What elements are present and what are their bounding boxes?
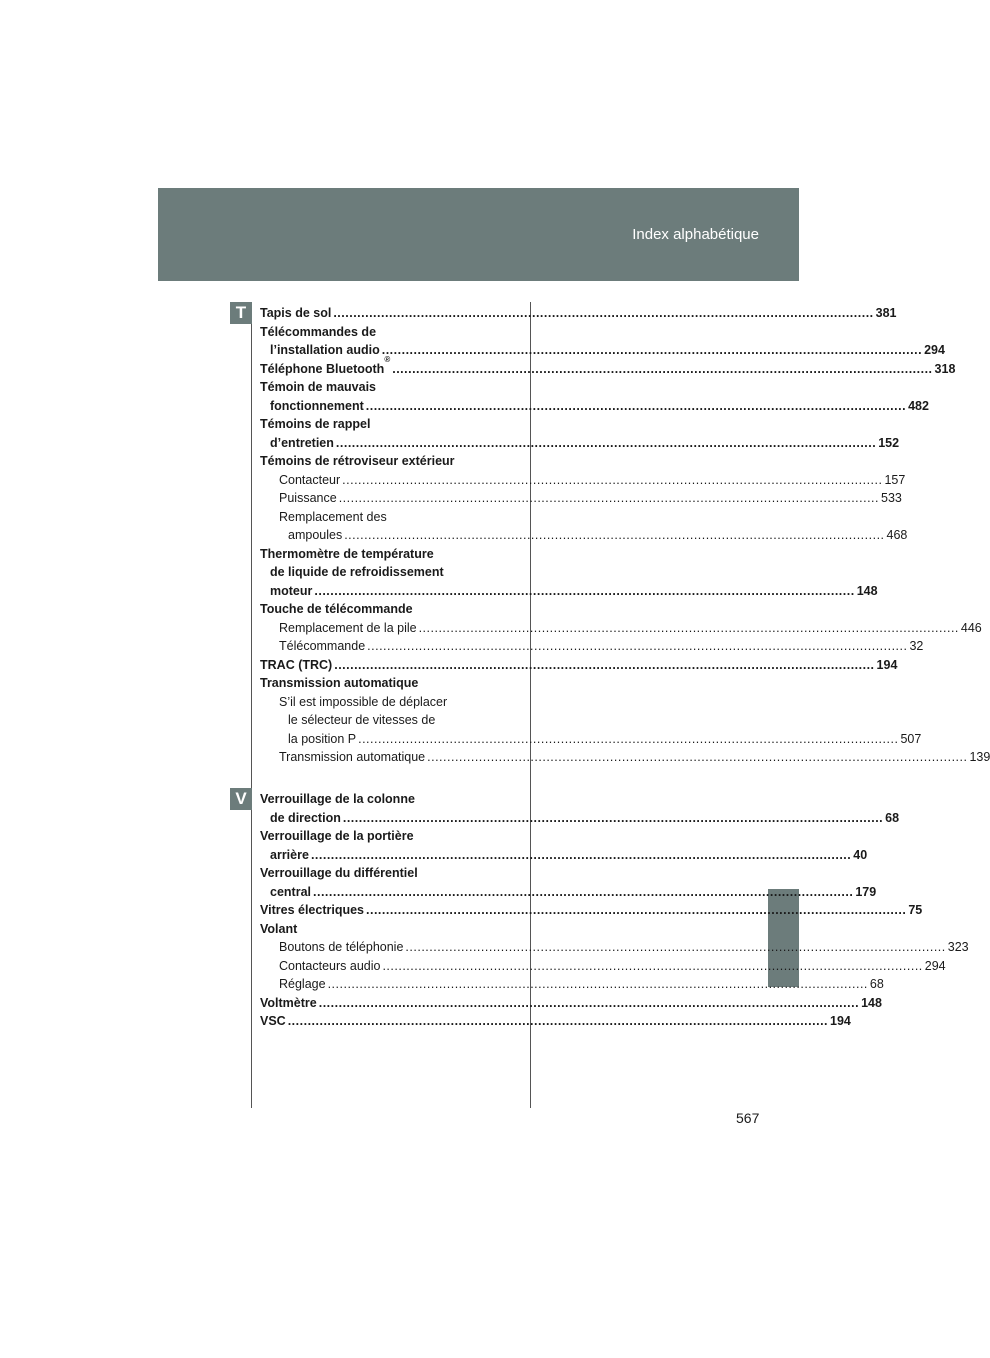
index-entry-page: 318 <box>934 361 956 376</box>
index-entry <box>260 397 929 416</box>
index-entry-text: TRAC (TRC) <box>260 657 333 672</box>
index-entry <box>260 563 480 582</box>
dot-leader <box>332 656 876 675</box>
index-entry-page: 482 <box>908 398 929 413</box>
index-entry-text: Tapis de sol <box>260 306 332 320</box>
index-entry <box>260 809 900 828</box>
dot-leader <box>341 809 885 828</box>
index-entry-text: l’installation audio <box>270 343 380 357</box>
index-entry <box>260 975 884 994</box>
index-entry-text: le sélecteur de vitesses de <box>288 713 436 727</box>
dot-leader <box>380 341 924 360</box>
index-entry-text: de liquide de refroidissement <box>270 565 444 579</box>
index-entry <box>260 656 898 675</box>
index-entry-page: 157 <box>884 472 906 487</box>
index-entry <box>260 619 982 638</box>
index-entry-text: Boutons de téléphonie <box>279 940 404 954</box>
index-entry-page: 194 <box>876 657 898 672</box>
index-entry-text: Réglage <box>279 977 326 991</box>
dot-leader <box>364 397 908 416</box>
index-entry-page: 68 <box>869 977 884 991</box>
index-entry-page: 68 <box>885 810 900 825</box>
dot-leader <box>364 901 908 920</box>
index-entry-text: Télécommandes de <box>260 324 377 339</box>
dot-leader <box>312 582 856 601</box>
dot-leader <box>342 526 886 545</box>
page-number: 567 <box>736 1110 760 1126</box>
index-entry <box>260 489 902 508</box>
index-entry-text: Téléphone Bluetooth <box>260 361 385 376</box>
index-entry <box>260 341 945 360</box>
index-entry-text: moteur <box>270 583 313 598</box>
index-entry <box>260 957 946 976</box>
column-divider-left <box>251 302 252 1108</box>
index-entry-text: Verrouillage du différentiel <box>260 866 418 880</box>
dot-leader <box>337 489 881 508</box>
index-entry <box>260 582 878 601</box>
index-entry <box>260 693 480 712</box>
section-letter-t: T <box>230 302 252 324</box>
dot-leader <box>334 434 878 453</box>
index-entry-text: Volant <box>260 921 298 936</box>
index-entry-text: Transmission automatique <box>279 750 426 764</box>
index-entry-page: 194 <box>830 1014 851 1028</box>
page-header <box>158 188 799 281</box>
index-entry-text: fonctionnement <box>270 398 364 413</box>
dot-leader <box>417 619 961 638</box>
index-entry-page: 75 <box>908 903 923 917</box>
index-entry <box>260 545 480 564</box>
dot-leader <box>317 994 861 1013</box>
index-entry <box>260 378 480 397</box>
index-entry <box>260 883 877 902</box>
dot-leader <box>309 846 853 865</box>
index-entry-text: d’entretien <box>270 435 334 450</box>
dot-leader <box>380 957 924 976</box>
index-entry <box>260 790 480 809</box>
index-entry-text: arrière <box>270 847 309 862</box>
index-entry-text: VSC <box>260 1014 286 1028</box>
index-entry-text: Verrouillage de la portière <box>260 829 414 843</box>
index-entry <box>260 846 868 865</box>
index-entry-text: S’il est impossible de déplacer <box>279 694 448 709</box>
dot-leader <box>340 471 884 490</box>
index-entry-page: 139 <box>969 750 990 764</box>
index-entry-text: Témoin de mauvais <box>260 380 377 394</box>
dot-leader <box>365 637 909 656</box>
index-entry-page: 40 <box>853 847 868 862</box>
index-entry-page: 323 <box>947 940 969 954</box>
index-entry-text: la position P <box>288 731 357 746</box>
index-entry <box>260 920 480 939</box>
index-entry <box>260 323 480 342</box>
index-entry-page: 381 <box>875 306 897 320</box>
index-entry-text: Contacteur <box>279 472 341 487</box>
index-entry-text: Verrouillage de la colonne <box>260 792 415 806</box>
dot-leader <box>331 304 875 323</box>
index-entry-page: 468 <box>886 528 908 542</box>
dot-leader <box>403 938 947 957</box>
index-section-v <box>260 790 969 1031</box>
index-entry <box>260 508 480 527</box>
header-title: Index alphabétique <box>632 226 759 243</box>
index-entry-page: 179 <box>855 884 877 899</box>
registered-mark: ® <box>384 354 391 364</box>
index-entry-page: 533 <box>881 491 902 505</box>
index-entry <box>260 452 480 471</box>
index-entry <box>260 711 480 730</box>
section-letter-v: V <box>230 788 252 810</box>
index-entry-text: Témoins de rappel <box>260 417 371 431</box>
index-entry-text: Témoins de rétroviseur extérieur <box>260 454 455 468</box>
index-entry <box>260 304 897 323</box>
index-entry-page: 294 <box>924 958 946 973</box>
index-entry <box>260 600 480 619</box>
index-entry-text: Puissance <box>279 491 337 505</box>
index-entry-page: 446 <box>960 620 982 635</box>
index-entry <box>260 526 908 545</box>
index-entry-text: Remplacement de la pile <box>279 620 417 635</box>
dot-leader <box>286 1012 830 1031</box>
index-entry <box>260 637 924 656</box>
dot-leader <box>390 360 934 379</box>
index-entry-page: 507 <box>900 731 922 746</box>
dot-leader <box>326 975 870 994</box>
index-entry-text: Contacteurs audio <box>279 958 381 973</box>
index-section-t <box>260 304 990 767</box>
index-entry-page: 32 <box>909 639 924 653</box>
index-entry-text: Télécommande <box>279 639 366 653</box>
index-entry-page: 148 <box>856 583 878 598</box>
index-entry <box>260 730 922 749</box>
index-entry-text: Transmission automatique <box>260 676 419 690</box>
index-entry-text: Thermomètre de température <box>260 546 434 561</box>
index-entry <box>260 901 923 920</box>
dot-leader <box>425 748 969 767</box>
index-entry-text: Touche de télécommande <box>260 602 413 616</box>
index-entry <box>260 415 480 434</box>
index-entry <box>260 864 480 883</box>
index-entry-text: central <box>270 884 311 899</box>
index-entry <box>260 994 882 1013</box>
index-entry-text: de direction <box>270 810 341 825</box>
index-entry-page: 152 <box>878 435 900 450</box>
index-entry-text: Voltmètre <box>260 995 317 1010</box>
index-entry-page: 148 <box>861 995 882 1010</box>
index-entry <box>260 1012 851 1031</box>
index-entry-text: Remplacement des <box>279 509 387 524</box>
index-entry <box>260 674 480 693</box>
index-entry <box>260 471 906 490</box>
index-entry <box>260 748 990 767</box>
index-entry-text: ampoules <box>288 528 343 542</box>
index-entry <box>260 938 969 957</box>
index-entry <box>260 827 480 846</box>
index-entry-page: 294 <box>924 343 945 357</box>
index-entry <box>260 434 900 453</box>
dot-leader <box>356 730 900 749</box>
dot-leader <box>311 883 855 902</box>
index-entry-text: Vitres électriques <box>260 903 364 917</box>
index-entry <box>260 354 956 379</box>
